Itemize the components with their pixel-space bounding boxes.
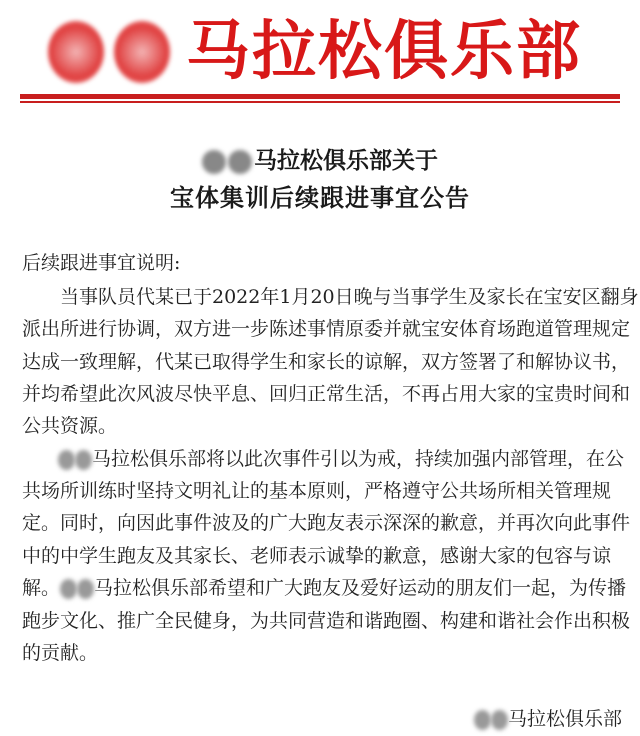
notice-title-line1: [0, 142, 640, 175]
redacted-name: [202, 150, 226, 174]
body-line-text: 解。: [22, 577, 61, 599]
redacted-name: [58, 450, 75, 470]
redacted-name: [60, 579, 77, 599]
body-line: 中的中学生跑友及其家长、老师表示诚挚的歉意，感谢大家的包容与谅: [22, 545, 612, 567]
title-text: 马拉松俱乐部关于: [254, 147, 438, 174]
body-line: 并均希望此次风波尽快平息、回归正常生活，不再占用大家的宝贵时间和: [22, 383, 631, 405]
letterhead-rule-thin: [20, 101, 620, 103]
redacted-name: [77, 579, 94, 599]
section-heading: 后续跟进事宜说明:: [22, 252, 181, 274]
body-line: 达成一致理解，代某已取得学生和家长的谅解，双方签署了和解协议书，: [22, 351, 631, 373]
redacted-name: [75, 450, 92, 470]
letterhead-title: 马拉松俱乐部: [186, 14, 582, 89]
body-line: 定。同时，向因此事件波及的广大跑友表示深深的歉意，并再次向此事件: [22, 512, 631, 534]
signature-text: 马拉松俱乐部: [507, 708, 622, 730]
body-line-text: 马拉松俱乐部希望和广大跑友及爱好运动的朋友们一起，为传播: [94, 577, 627, 599]
body-line: 公共资源。: [22, 415, 118, 437]
notice-title-line2: 宝体集训后续跟进事宜公告: [170, 183, 470, 212]
body-line: 跑步文化、推广全民健身，为共同营造和谐跑圈、构建和谐社会作出积极: [22, 610, 631, 632]
body-line-text: 马拉松俱乐部将以此次事件引以为戒，持续加强内部管理，在公: [92, 448, 625, 470]
body-line: [22, 576, 627, 600]
body-line: 的贡献。: [22, 642, 99, 664]
body-line: 派出所进行协调，双方进一步陈述事情原委并就宝安体育场跑道管理规定: [22, 318, 631, 340]
redacted-name: [48, 21, 104, 83]
letterhead-rule: [20, 94, 620, 99]
redacted-name: [228, 150, 252, 174]
letterhead: [48, 12, 582, 92]
body-line: 当事队员代某已于2022年1月20日晚与当事学生及家长在宝安区翻身: [60, 286, 639, 308]
redacted-name: [114, 21, 170, 83]
body-line: [58, 447, 625, 471]
redacted-name: [491, 710, 508, 730]
signature: [474, 704, 622, 731]
redacted-name: [474, 710, 491, 730]
body-line: 共场所训练时坚持文明礼让的基本原则，严格遵守公共场所相关管理规: [22, 480, 612, 502]
